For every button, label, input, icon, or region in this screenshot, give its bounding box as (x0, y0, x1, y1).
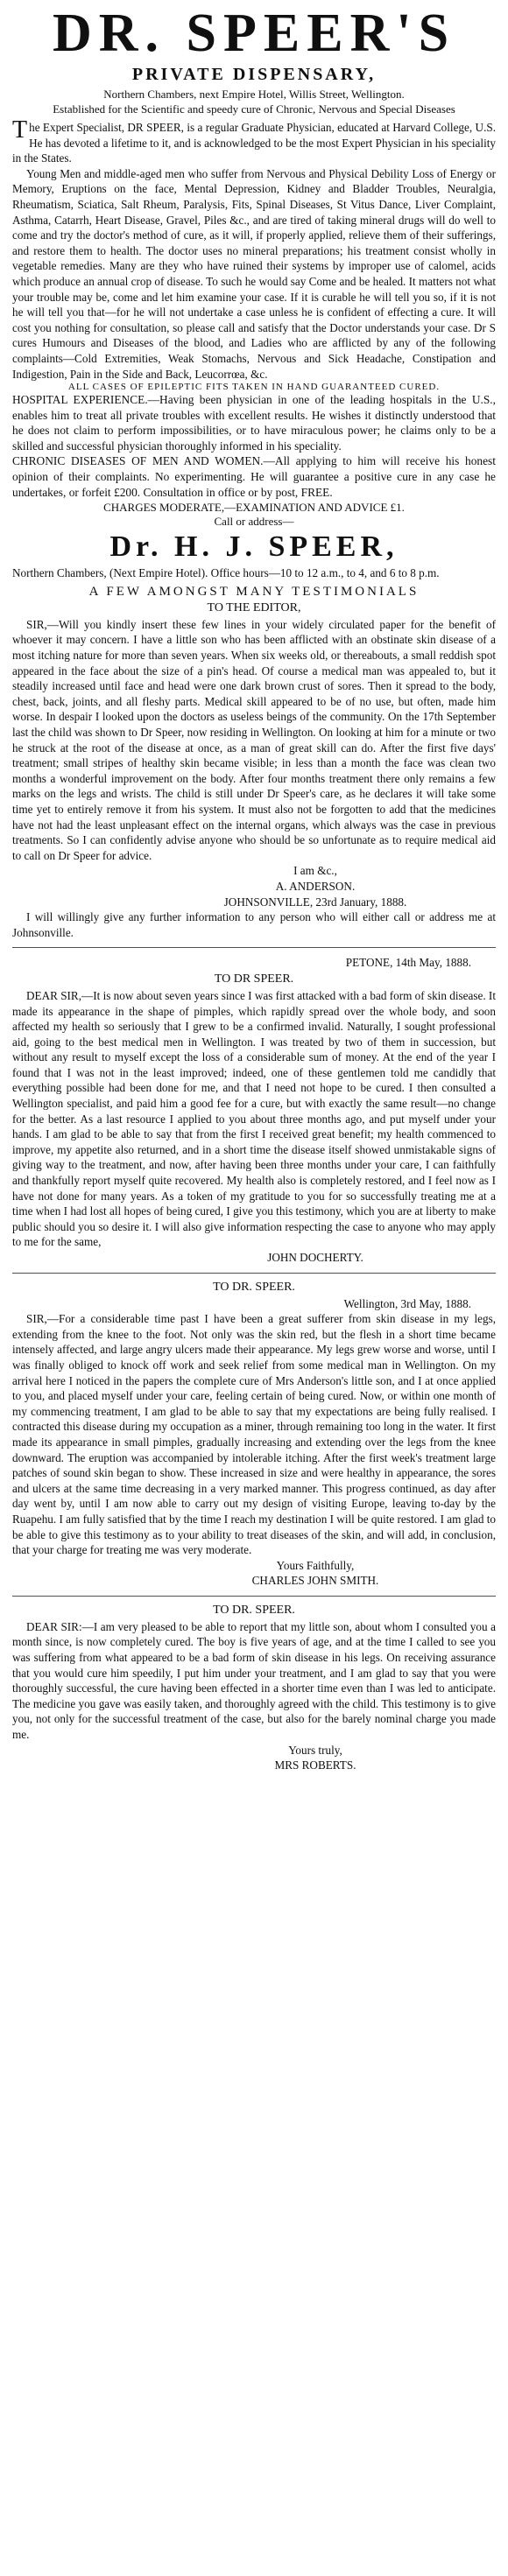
call-or-address: Call or address— (214, 515, 294, 529)
letter4-closing: Yours truly, (288, 1743, 342, 1757)
letter1-place-date: JOHNSONVILLE, 23rd January, 1888. (223, 895, 407, 909)
letter3-signer: CHARLES JOHN SMITH. (251, 1574, 379, 1588)
address-line: Northern Chambers, next Empire Hotel, Willis Street, Wellington. (103, 88, 405, 101)
hospital-experience: HOSPITAL EXPERIENCE.—Having been physician in one of the leading hospitals in the U.S., enables him to treat all private troubles with excellent results. He wishes it distinctly understood that he does not claim to perform impossibilities, or to have miraculous power; he claims only to be a skilled and successful physician thoroughly informed in his speciality. (12, 393, 496, 453)
intro-paragraph-2: Young Men and middle-aged men who suffer from Nervous and Physical Debility Loss of Energy or Memory, Eruptions on the face, Mental Depression, Kidney and Bladder Troubles, Neuralgia, Rheumatism, Sciatica, Salt Rheum, Paralysis, Fits, Spinal Diseases, St Vitus Dance, Liver Complaint, Asthma, Catarrh, Heart Disease, Gravel, Piles &c., and are tired of taking mineral drugs will do well to come and try the doctor's method of cure, as it will, if properly applied, relieve them of their sufferings, and restore them to health. The doctor uses no mineral preparations; his treatment consist wholly in vegetable remedies. Many are they who have ruined their systems by improper use of calomel, acids which produce an annual crop of disease. To such he would say Come and be healed. It matters not what your trouble may be, come and let him examine your case. If it is curable he will tell you so, if it is not he will tell you that—for he will not undertake a case unless he is confident of effecting a cure. It will cost you nothing for consultation, so please call and satisfy that the Doctor understands your case. Dr S cures Humours and Diseases of the blood, and Ladies who are afflicted by any of the following complaints—Cold Extremities, Weak Stomachs, Nervous and Sick Headache, Constipation and Indigestion, Pain in the Side and Back, Leucorrœa, &c. (12, 166, 496, 381)
letter4-to: TO DR. SPEER. (213, 1603, 295, 1617)
masthead-title: DR. SPEER'S (52, 4, 456, 63)
letter3-body: SIR,—For a considerable time past I have been a great sufferer from skin disease in my legs, extending from the knee to the foot. Not only was the skin red, but the flesh in a short time became intensely affected, and large angry ulcers made their appearance. My legs grew worse and worse, until I was finally obliged to knock off work and seek relief from some medical man in Wellington. On my arrival here I noticed in the papers the complete cure of Mrs Anderson's little son, and I at once applied to you, and placed myself under your care, feeling certain of being cured. Now, or within one month of my commencing treatment, I am glad to be able to say that my expectations are being fully realised. I contracted this disease during my occupation as a miner, through remaining too long in the water. It first made its appearance in small pimples, gradually increasing and extending over the legs from the knee downward. The eruption was accompanied by intolerable itching. After the first week's treatment large patches of sound skin began to show. These increased in size and were healthy in appearance, the sores and ulcers at the same time decreasing in a very marked manner. This progress continued, as day after day went by, until I am now able to carry out my design of visiting Europe, leaving to-day by the Ruapehu. I am fully satisfied that by the time I reach my destination I will be quite restored. I am glad to be able to give this testimony as to your ability to treat diseases of the skin, and will add, in conclusion, that your charge for treating me was very moderate. (12, 1312, 496, 1557)
letter4-body: DEAR SIR:—I am very pleased to be able to report that my little son, about whom I consulted you a month since, is now completely cured. The boy is five years of age, and at the time I called to see you was suffering from what appeared to be a bad form of skin disease in his legs. On receiving assurance that you would cure him speedily, I put him under your treatment, and I am glad to say that you were thoroughly successful, the cure having been effected in a shorter time even than I was led to anticipate. The medicine you gave was easily taken, and thoroughly agreed with the child. This testimony is to give you, not only for the successful treatment of the case, but also for the barely nominal charge you made me. (12, 1619, 496, 1742)
epileptic-notice: ALL CASES OF EPILEPTIC FITS TAKEN IN HAND GUARANTEED CURED. (67, 382, 441, 393)
letter2-body: DEAR SIR,—It is now about seven years since I was first attacked with a bad form of skin disease. It made its appearance in the shape of pimples, which rapidly spread over the whole body, and soon affected my health so seriously that I grew to be a confirmed invalid. Naturally, I sought professional aid, going to the best medical men in Wellington. I was treated by two of them in succession, but without any result to myself except the loss of a considerable sum of money. At the end of the year I found that I was not in the least improved; indeed, one of these gentlemen told me candidly that everything possible had been done for me, and that I need not hope to be cured. I then consulted a Wellington specialist, and paid him a good fee for a cure, but with exactly the same result—no change for the better. As a last resource I applied to you about three months ago, and put myself under your hands. I am glad to be able to say that from the first I received great benefit; my health commenced to improve, my appetite also returned, and in a short time the disease itself showed unmistakable signs of giving way to the treatment, and now, after having been three months under your care, I can faithfully and thankfully report myself quite recovered. My health also is completely restored, and I feel now as I have not done for many years. As a token of my gratitude to you for so successfully treating me at a time when I had lost all hopes of being cured, I give you this testimony, which you are at liberty to make public should you so desire it. I will also give information respecting the case to anyone who may apply to me for the same, (12, 988, 496, 1249)
letter1-postscript: I will willingly give any further information to any person who will either call or address me at Johnsonville. (12, 910, 496, 939)
letter1-signer: A. ANDERSON. (275, 879, 356, 893)
doctor-name: Dr. H. J. SPEER, (109, 530, 399, 564)
masthead-subtitle: PRIVATE DISPENSARY, (131, 65, 377, 84)
letter1-closing: I am &c., (293, 864, 337, 878)
letter1-body: SIR,—Will you kindly insert these few lines in your widely circulated paper for the benefit of whoever it may concern. I have a little son who has been afflicted with an obstinate skin disease of a most itching nature for more than seven years. When six weeks old, or thereabouts, a small reddish spot appeared in the face about the size of a pin's head. Of course a medical man was appealed to, but it steadily increased until face and head were one dark brown crust of sores. Then it spread to the body, chest, back, joints, and all fleshy parts. Medical skill appeared to be of no use, but often, made him worse. In despair I looked upon the doctors as useless beings of the community. On the 17th September last the child was shown to Dr Speer, now residing in Wellington. On looking at him for a minute or two he struck at the root of the disease at once, as a man of great skill can do. After the first five days' treatment; small stripes of healthy skin became visible; in less than a month the face was clean two months a wonderful improvement on the body. After four months treatment there only remains a few marks on the legs and wrists. The child is still under Dr Speer's care, as he declares it will take some time yet to entirely remove it from his system. It must also not be forgotten to add that the medicines have not had the least unpleasant effect on the internal organs, which always was the case in previous treatments. So I can confidently advise anyone who should be so unfortunate as to require medical aid to call on Dr Speer for advice. (12, 617, 496, 862)
testimonials-heading: A FEW AMONGST MANY TESTIMONIALS (88, 584, 420, 599)
letter1-to: TO THE EDITOR, (207, 600, 301, 614)
letter4-signer: MRS ROBERTS. (274, 1758, 356, 1772)
letter3-place-date: Wellington, 3rd May, 1888. (343, 1296, 471, 1310)
letter2-place-date: PETONE, 14th May, 1888. (345, 956, 471, 970)
letter2-signer: JOHN DOCHERTY. (267, 1251, 363, 1264)
letter2-to: TO DR SPEER. (214, 972, 294, 986)
intro-paragraph-1: The Expert Specialist, DR SPEER, is a regular Graduate Physician, educated at Harvard College, U.S. He has devoted a lifetime to it, and is acknowledged to be the most Expert Physician in his speciality in the States. (12, 116, 496, 165)
established-line: Established for the Scientific and speedy cure of Chronic, Nervous and Special Diseases (53, 102, 455, 116)
divider (12, 1596, 496, 1597)
chronic-diseases: CHRONIC DISEASES OF MEN AND WOMEN.—All applying to him will receive his honest opinion of their complaints. No experimenting. He will guarantee a positive cure in any case he undertakes, or forfeit £200. Consultation in office or by post, FREE. (12, 454, 496, 499)
charges-line: CHARGES MODERATE,—EXAMINATION AND ADVICE £1. (103, 501, 405, 515)
letter3-to: TO DR. SPEER. (213, 1280, 295, 1294)
letter3-closing: Yours Faithfully, (276, 1558, 355, 1572)
divider (12, 1273, 496, 1274)
office-hours: Northern Chambers, (Next Empire Hotel). Office hours—10 to 12 a.m., to 4, and 6 to 8 p.m. (12, 566, 440, 580)
divider (12, 947, 496, 948)
